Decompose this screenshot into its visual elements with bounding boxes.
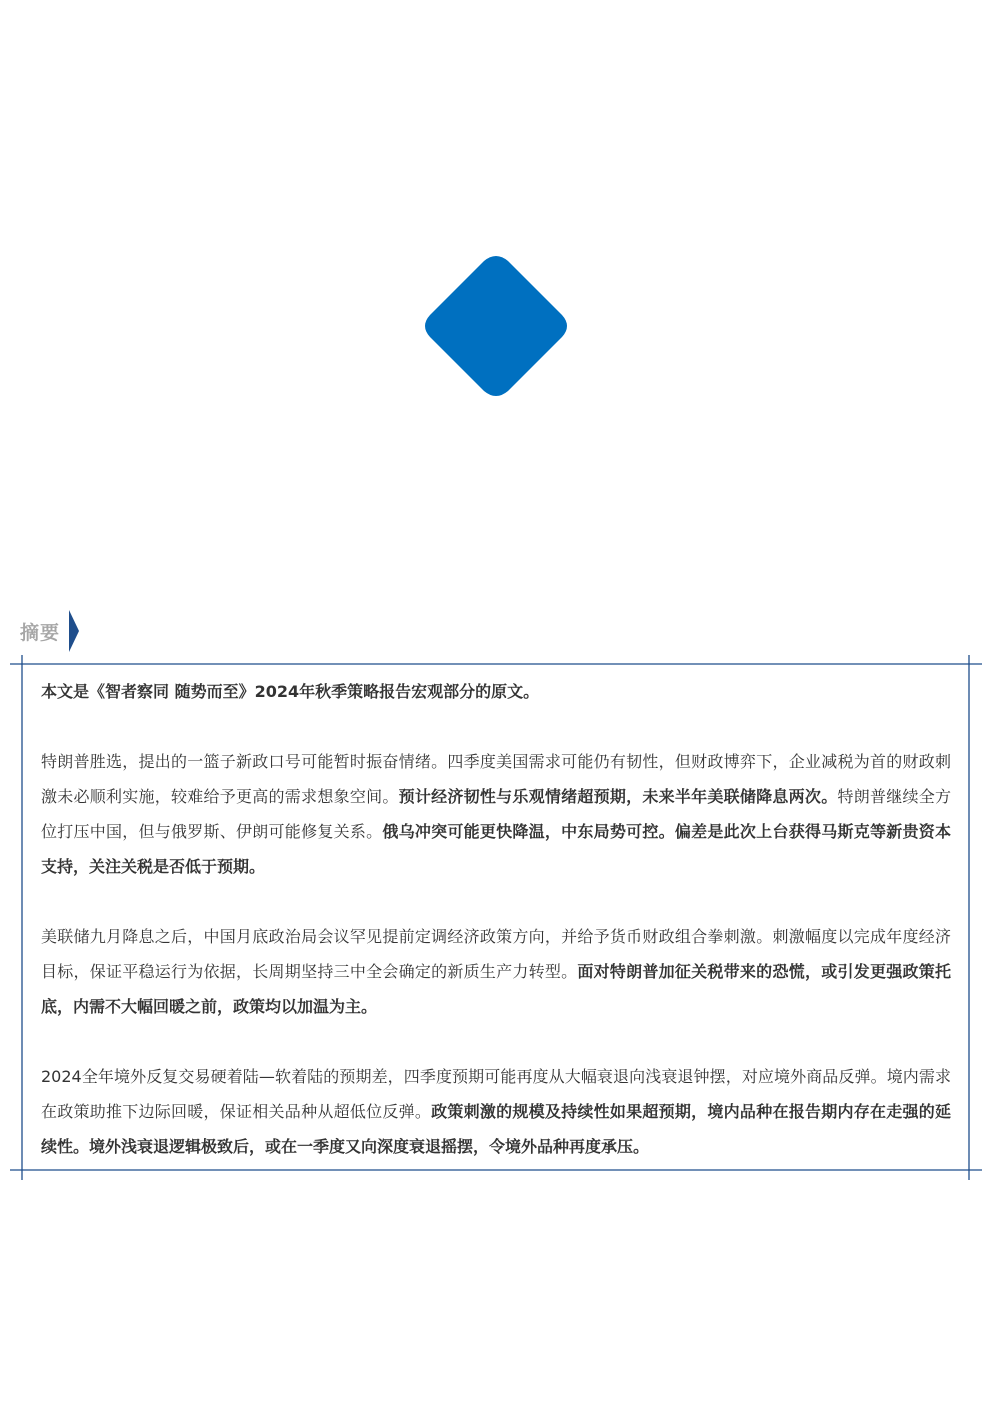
abstract-paragraph [41,1059,951,1164]
body-text: 2024全年境外反复交易硬着陆—软着陆的预期差，四季度预期可能再度从大幅衰退向浅衰退钟摆，对应境外商品反弹。境内需求在政策助推下边际回暖，保证相关品种从超低位反弹。 [41,1067,951,1121]
bold-text: 本文是《智者察同 随势而至》2024年秋季策略报告宏观部分的原文。 [41,682,540,701]
bold-text: 预计经济韧性与乐观情绪超预期，未来半年美联储降息两次。 [398,787,838,806]
body-text: 美联储九月降息之后，中国月底政治局会议罕见提前定调经济政策方向，并给予货币财政组合拳刺激。刺激幅度以完成年度经济目标，保证平稳运行为依据，长周期坚持三中全会确定的新质生产力转型。 [41,927,951,981]
bold-text: 俄乌冲突可能更快降温，中东局势可控。偏差是此次上台获得马斯克等新贵资本支持，关注关税是否低于预期。 [41,822,951,876]
chevron-right-icon [68,610,80,652]
body-text: 特朗普胜选，提出的一篮子新政口号可能暂时振奋情绪。四季度美国需求可能仍有韧性，但财政博弈下，企业减税为首的财政刺激未必顺利实施，较难给予更高的需求想象空间。 [41,752,951,806]
abstract-paragraph [41,919,951,1024]
blue-diamond-icon [424,255,568,397]
abstract-paragraph [41,744,951,884]
bold-text: 政策刺激的规模及持续性如果超预期，境内品种在报告期内存在走强的延续性。境外浅衰退逻辑极致后，或在一季度又向深度衰退摇摆，令境外品种再度承压。 [41,1102,951,1156]
abstract-header [20,610,80,652]
abstract-title: 摘要 [20,621,61,644]
body-text: 特朗普继续全方位打压中国，但与俄罗斯、伊朗可能修复关系。 [41,787,951,841]
abstract-paragraph [41,674,951,709]
bold-text: 面对特朗普加征关税带来的恐慌，或引发更强政策托底，内需不大幅回暖之前，政策均以加温为主。 [41,962,951,1016]
abstract-body [41,674,951,1164]
